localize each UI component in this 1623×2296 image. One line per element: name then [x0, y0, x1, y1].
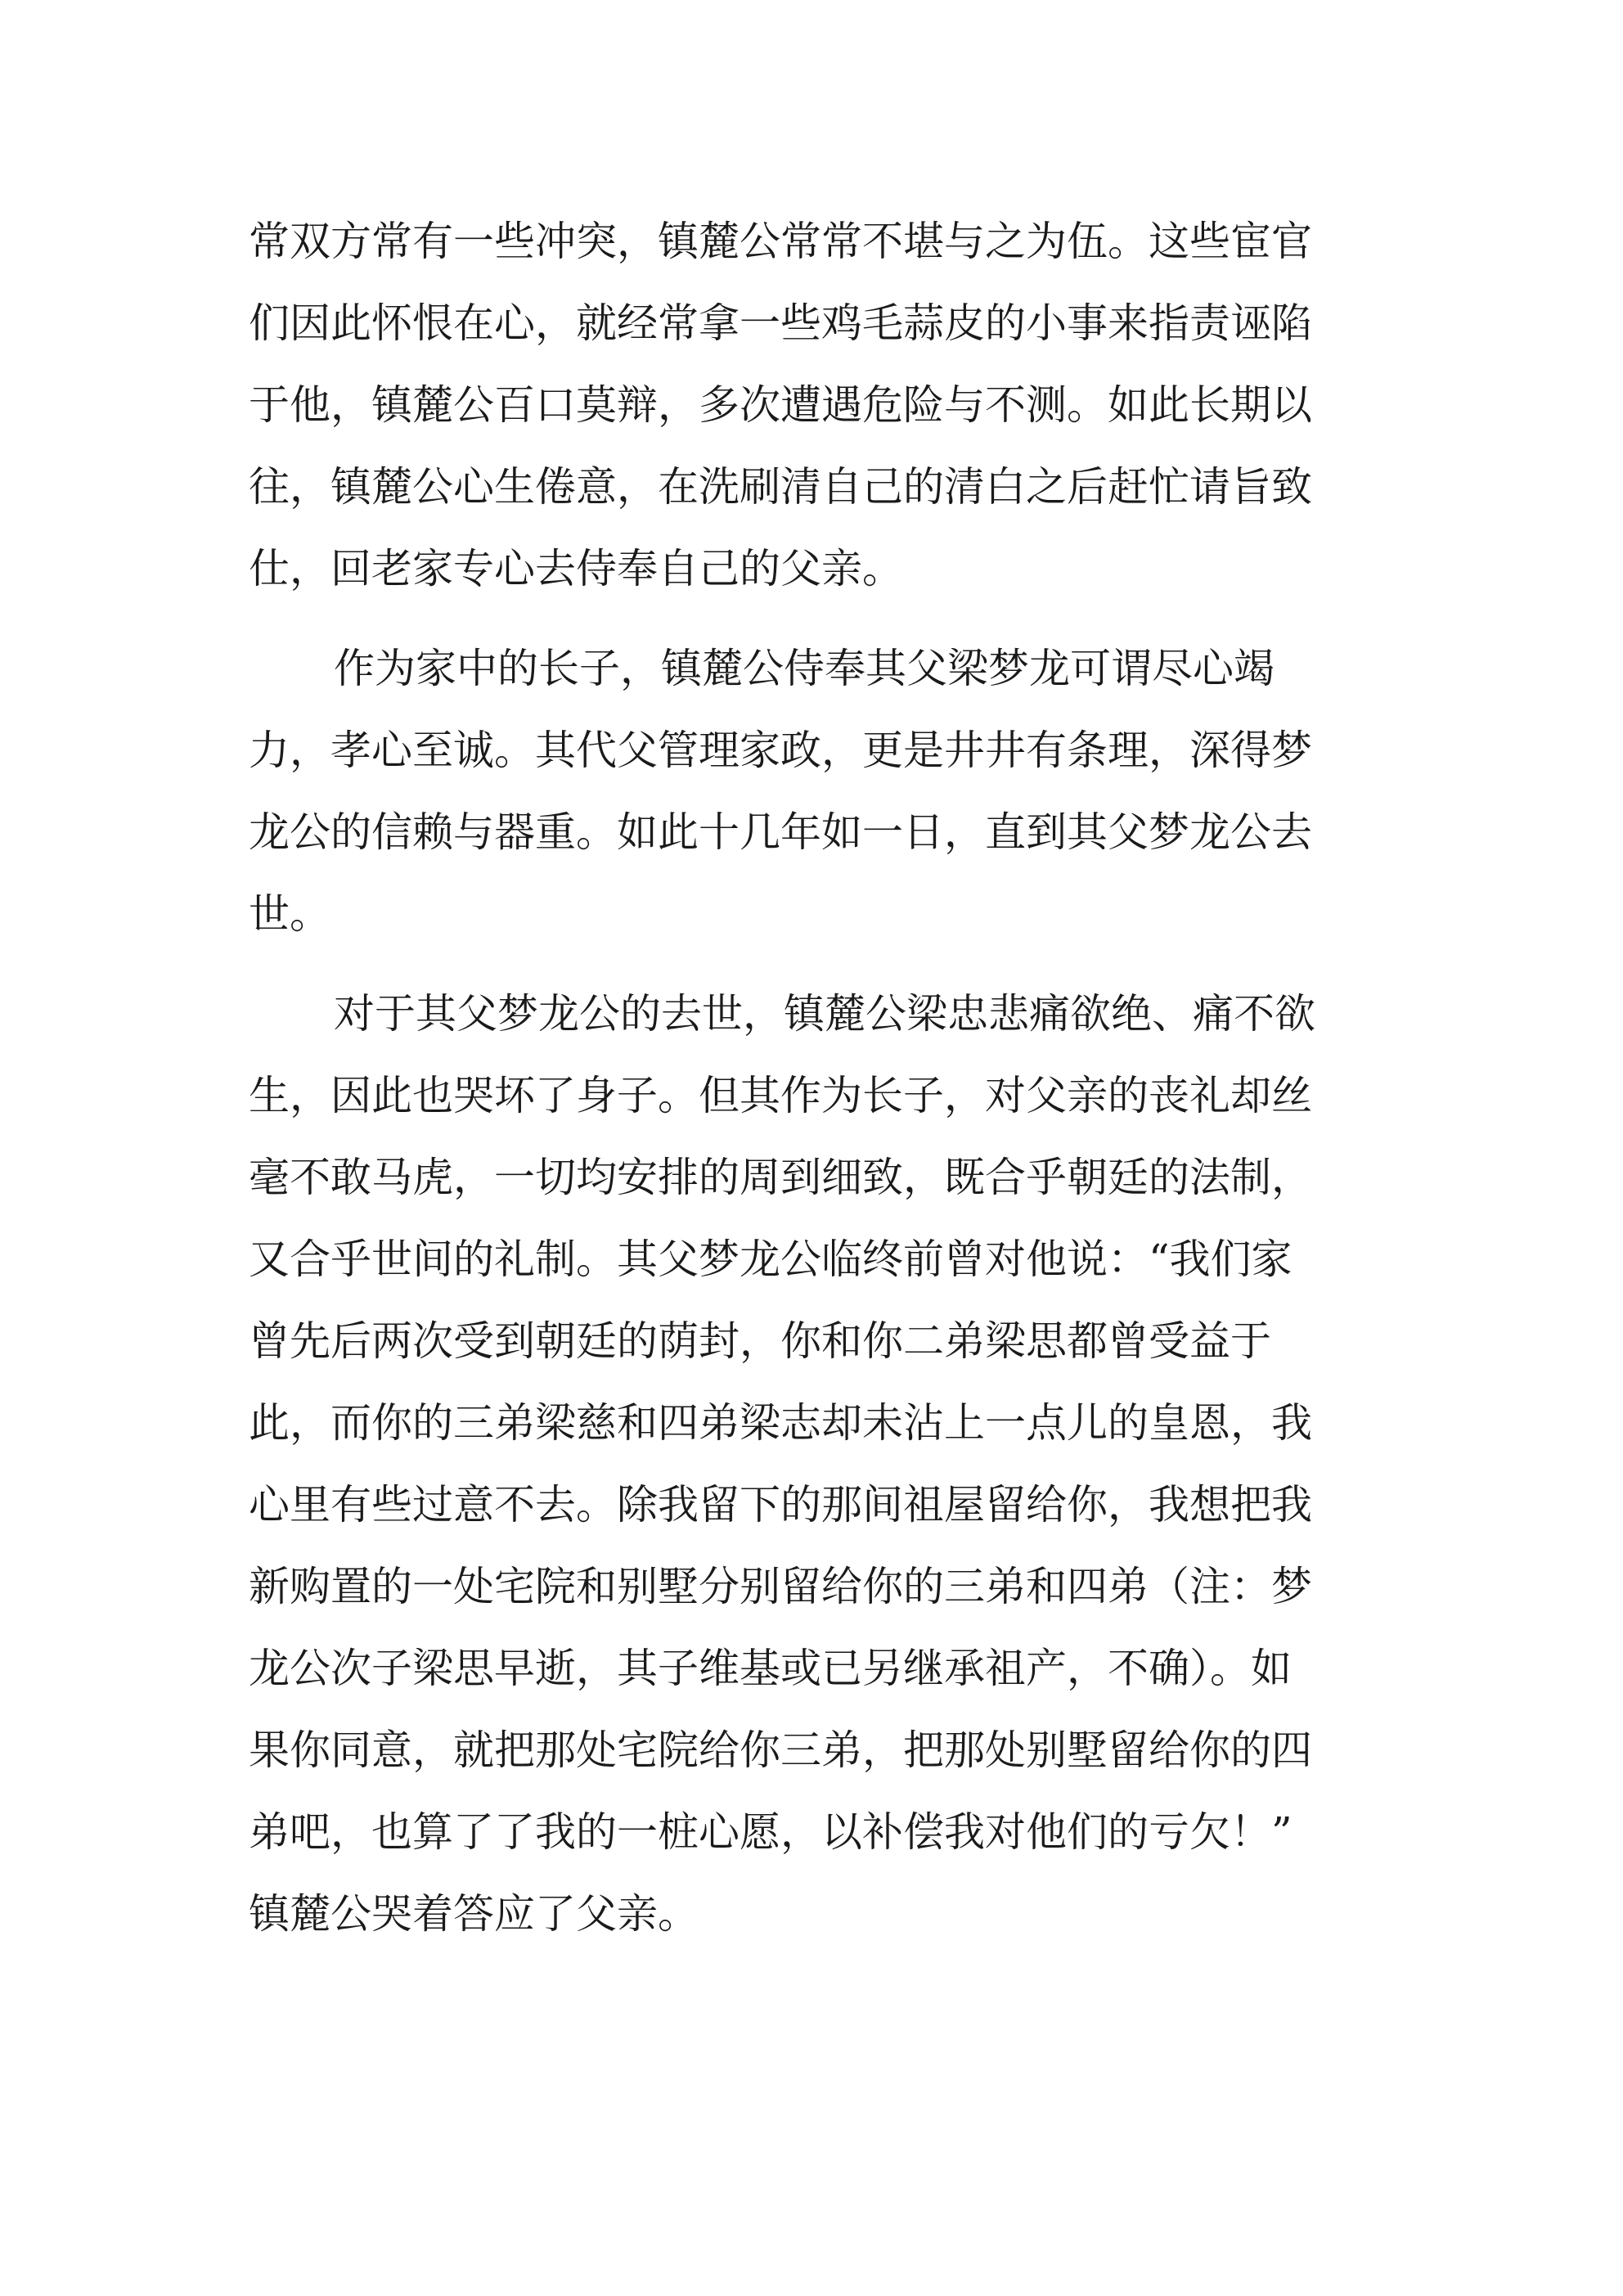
text-line: 生，因此也哭坏了身子。但其作为长子，对父亲的丧礼却丝	[249, 1072, 1312, 1119]
paragraph	[249, 200, 1394, 610]
text-line: 新购置的一处宅院和别墅分别留给你的三弟和四弟（注：梦	[249, 1563, 1312, 1610]
text-line: 们因此怀恨在心，就经常拿一些鸡毛蒜皮的小事来指责诬陷	[249, 299, 1312, 347]
text-line: 龙公次子梁思早逝，其子维基或已另继承祖产，不确）。如	[249, 1645, 1292, 1692]
text-line: 此，而你的三弟梁慈和四弟梁志却未沾上一点儿的皇恩，我	[249, 1399, 1312, 1447]
paragraph	[249, 973, 1394, 1955]
text-line: 心里有些过意不去。除我留下的那间祖屋留给你，我想把我	[249, 1481, 1312, 1528]
text-line: 龙公的信赖与器重。如此十几年如一日，直到其父梦龙公去	[249, 808, 1312, 856]
text-line: 力，孝心至诚。其代父管理家政，更是井井有条理，深得梦	[249, 727, 1312, 774]
body-text	[249, 200, 1394, 1955]
text-line: 作为家中的长子，镇麓公侍奉其父梁梦龙可谓尽心竭	[334, 645, 1275, 692]
text-line: 仕，回老家专心去侍奉自己的父亲。	[249, 545, 903, 592]
text-line: 对于其父梦龙公的去世，镇麓公梁忠悲痛欲绝、痛不欲	[334, 990, 1315, 1038]
text-line: 往，镇麓公心生倦意，在洗刷清自己的清白之后赶忙请旨致	[249, 463, 1312, 511]
text-line: 毫不敢马虎，一切均安排的周到细致，既合乎朝廷的法制，	[249, 1154, 1312, 1201]
text-line: 果你同意，就把那处宅院给你三弟，把那处别墅留给你的四	[249, 1727, 1312, 1774]
paragraph	[249, 628, 1394, 955]
text-line: 世。	[249, 890, 330, 938]
text-line: 弟吧，也算了了我的一桩心愿，以补偿我对他们的亏欠！”	[249, 1808, 1293, 1856]
text-line: 镇麓公哭着答应了父亲。	[249, 1890, 699, 1938]
text-line: 曾先后两次受到朝廷的荫封，你和你二弟梁思都曾受益于	[249, 1317, 1271, 1365]
text-line: 常双方常有一些冲突，镇麓公常常不堪与之为伍。这些宦官	[249, 218, 1312, 265]
text-line: 又合乎世间的礼制。其父梦龙公临终前曾对他说：“我们家	[249, 1236, 1293, 1283]
text-line: 于他，镇麓公百口莫辩，多次遭遇危险与不测。如此长期以	[249, 381, 1312, 429]
